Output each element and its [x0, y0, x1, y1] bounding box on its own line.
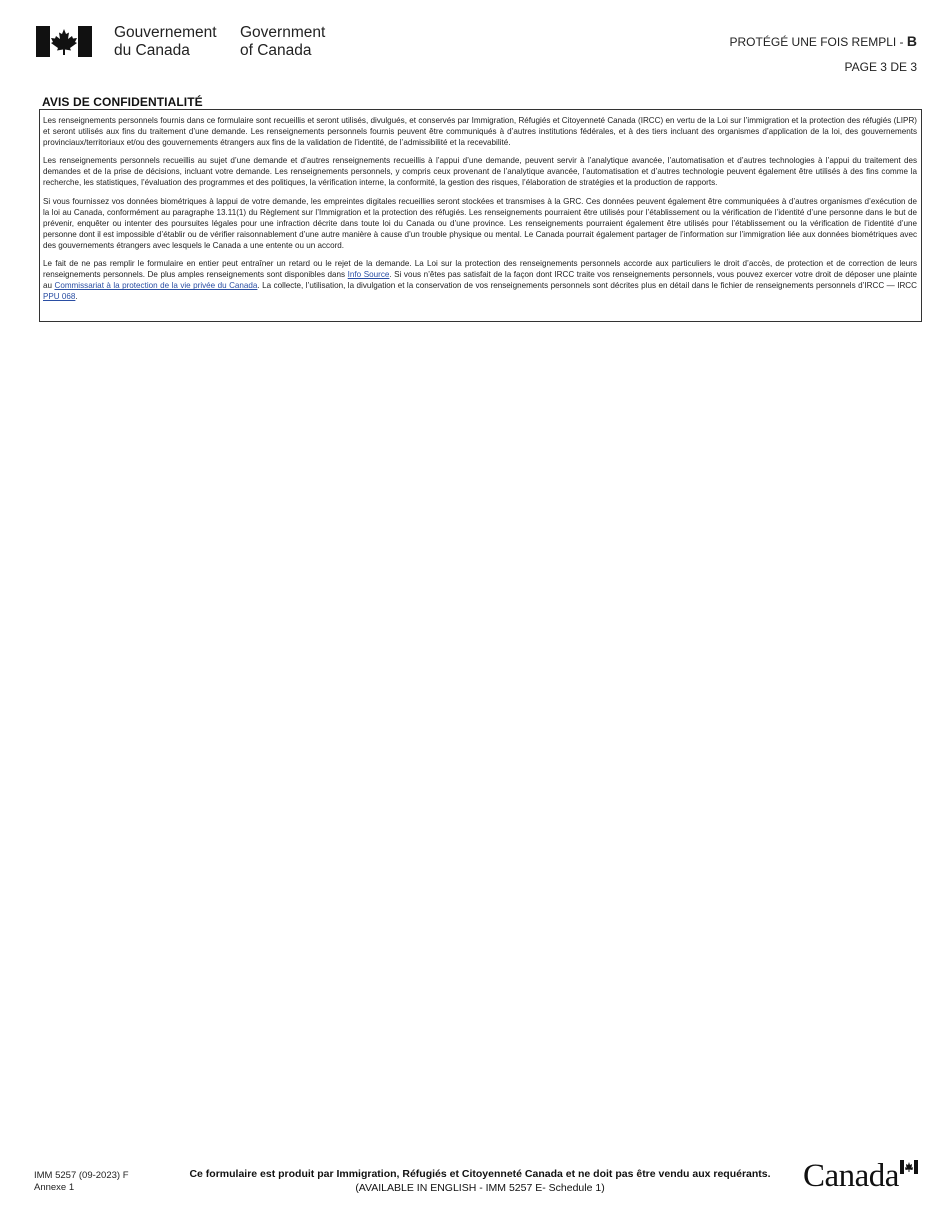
ppu-068-link[interactable]: PPU 068 [43, 292, 76, 302]
notice-paragraph-2: Les renseignements personnels recueillis au sujet d’une demande et d’autres renseignements recueillis à l’appui d’une demande, peuvent servir à l’analytique avancée, l’automatisation et d’autres technologies à l’appui du traitement des demandes et de la prise de décisions, incluant votre demande. Les renseignements personnels, y compris ceux provenant de l’analytique avancée, l’automatisation et d’autres technologie peuvent également être utilisés à des fins comme la recherche, les statistiques, l’évaluation des programmes et des politiques, la vérification interne, la conformité, la gestion des risques, l’élaboration de stratégies et la production de rapports. [43, 156, 917, 188]
footer-notice [150, 1167, 810, 1195]
canada-wordmark [803, 1158, 899, 1194]
notice-p4-text-d: . [75, 292, 78, 302]
wordmark-flag-icon [900, 1160, 918, 1176]
gov-en-line1: Government [240, 24, 326, 41]
protected-level-letter: B [906, 33, 917, 49]
protected-label: PROTÉGÉ UNE FOIS REMPLI - [729, 35, 907, 49]
form-number: IMM 5257 (09-2023) F [34, 1170, 129, 1181]
notice-p4-text-b: . Si vous n’êtes pas satisfait de la façon dont IRCC traite vos renseignements personnels, vous pouvez exercer votre droit de déposer une plainte au [43, 270, 917, 291]
government-name-french [114, 24, 217, 60]
gov-en-line2: of Canada [240, 42, 312, 59]
not-for-sale-notice: Ce formulaire est produit par Immigration, Réfugiés et Citoyenneté Canada et ne doit pas être vendu aux requérants. [189, 1168, 771, 1180]
canada-flag-icon [36, 26, 92, 57]
protection-level [730, 33, 917, 49]
info-source-link[interactable]: Info Source [347, 270, 390, 280]
notice-paragraph-1: Les renseignements personnels fournis dans ce formulaire sont recueillis et seront utilisés, divulgués, et conservés par Immigration, Réfugiés et Citoyenneté Canada (IRCC) en vertu de la Loi sur l’immigration et la protection des réfugiés (LIPR) et seront utilisés aux fins du traitement d’une demande. Les renseignements personnels fournis peuvent être communiqués à d’autres institutions fédérales, et à des tiers incluant des organismes d’application de la loi, des gouvernements provinciaux/territoriaux et/ou des gouvernements étrangers aux fins de la validation de l’identité, de l’admissibilité et la recevabilité. [43, 116, 917, 148]
notice-paragraph-3: Si vous fournissez vos données biométriques à lappui de votre demande, les empreintes digitales recueillies seront stockées et transmises à la GRC. Ces données peuvent également être communiquées à d’autres organismes d’exécution de la loi au Canada, conformément au paragraphe 13.11(1) du Règlement sur l’Immigration et la protection des réfugiés. Les renseignements pourraient être utilisés pour l’établissement ou la vérification de l’identité d’une personne dans le but de prévenir, enquêter ou intenter des poursuites légales pour une infraction décrite dans toute loi du Canada ou d’une province. Les renseignements pourraient également être utilisés pour l’établissement ou la vérification de l’identité d’une personne dont il est impossible d’établir ou de vérifier raisonnablement d’une autre manière à cause d’un trouble physique ou mental. Le Canada pourrait également partager de l’information sur l’immigration liée aux données biométriques avec des gouvernements étrangers avec lesquels le Canada a une entente ou un accord. [43, 196, 917, 250]
english-availability-note: (AVAILABLE IN ENGLISH - IMM 5257 E- Schedule 1) [355, 1182, 605, 1194]
notice-p4-text-a: Le fait de ne pas remplir le formulaire en entier peut entraîner un retard ou le rejet de la demande. La Loi sur la protection des renseignements personnels accorde aux particuliers le droit d’accès, de protection et de correction de leurs renseignements personnels. De plus amples renseignements sont disponibles dans [43, 259, 917, 280]
gov-fr-line1: Gouvernement [114, 24, 217, 41]
notice-paragraph-4 [43, 258, 917, 302]
privacy-commissioner-link[interactable]: Commissariat à la protection de la vie privée du Canada [54, 281, 258, 291]
page-number: PAGE 3 DE 3 [844, 60, 917, 74]
section-title: AVIS DE CONFIDENTIALITÉ [42, 95, 203, 109]
form-code [34, 1170, 129, 1194]
annex-label: Annexe 1 [34, 1182, 75, 1193]
privacy-notice-box [39, 109, 922, 322]
canada-wordmark-text: Canada [803, 1158, 899, 1194]
government-name-english [240, 24, 325, 60]
gov-fr-line2: du Canada [114, 42, 190, 59]
notice-p4-text-c: . La collecte, l’utilisation, la divulgation et la conservation de vos renseignements personnels sont décrites plus en détail dans le fichier de renseignements personnels d’IRCC — IRCC [257, 281, 917, 291]
